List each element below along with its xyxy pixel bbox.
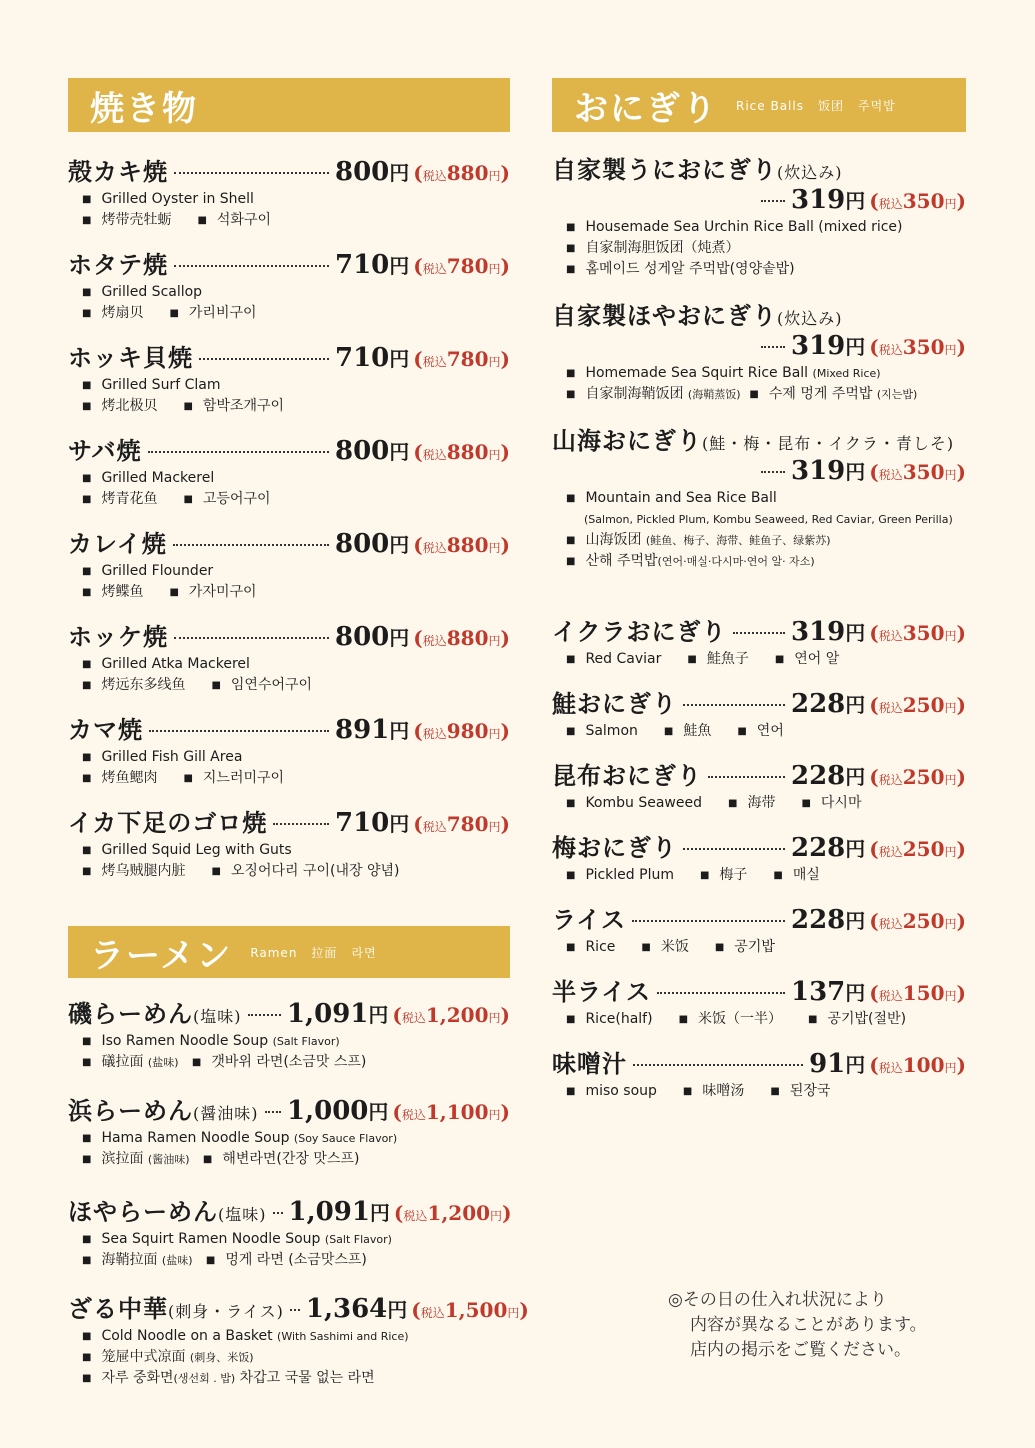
leader-dots xyxy=(273,823,329,825)
leader-dots xyxy=(174,265,329,267)
yakimono-title: 焼き物 xyxy=(90,88,198,129)
onigiri-title: おにぎり xyxy=(574,88,718,129)
menu-item: イクラおにぎり 319 円 (税込350円) ■ Red Caviar ■ 鮭魚子 ■ 연어 알 xyxy=(552,617,966,667)
tax-included-price: (税込880円) xyxy=(413,161,510,185)
menu-item: ホッケ焼 800 円 (税込880円) ■ Grilled Atka Mackerel ■ 烤远东多线鱼 ■ 임연수어구이 xyxy=(68,622,510,693)
leader-dots xyxy=(708,776,785,778)
menu-item: ざる中華(刺身・ライス) 1,364 円 (税込1,500円) ■ Cold Noodle on a Basket (With Sashimi and Rice) ■ 笼屉中式凉面 (刺身、米饭) ■ 자루 중화면 (생선회 . 밥) 차갑고 국물 없는 라면 xyxy=(68,1294,529,1386)
menu-item: 昆布おにぎり 228 円 (税込250円) ■ Kombu Seaweed ■ 海带 ■ 다시마 xyxy=(552,761,966,811)
menu-item: ライス 228 円 (税込250円) ■ Rice ■ 米饭 ■ 공기밥 xyxy=(552,905,966,955)
tax-included-price: (税込150円) xyxy=(869,981,966,1005)
tax-included-price: (税込880円) xyxy=(413,626,510,650)
leader-dots xyxy=(148,451,329,453)
tax-included-price: (税込100円) xyxy=(869,1053,966,1077)
notice: ◎その日の仕入れ状況により 内容が異なることがあります。 店内の掲示をご覧ください。 xyxy=(668,1290,927,1360)
menu-item: イカ下足のゴロ焼 710 円 (税込780円) ■ Grilled Squid Leg with Guts ■ 烤乌贼腿内脏 ■ 오징어다리 구이(내장 양념) xyxy=(68,808,510,879)
menu-item: 殻カキ焼 800 円 (税込880円) ■ Grilled Oyster in Shell ■ 烤带壳牡蛎 ■ 석화구이 xyxy=(68,157,510,228)
leader-dots xyxy=(199,358,329,360)
menu-item-hoya-onigiri: 自家製ほやおにぎり(炊込み) 319 円 (税込350円) ■ Homemade Sea Squirt Rice Ball (Mixed Rice) ■ 自家制海鞘饭团 (海鞘蒸饭) ■ 수제 멍게 주먹밥 (지는밥) xyxy=(552,301,966,402)
onigiri-subtitle: Rice Balls 饭团 주먹밥 xyxy=(736,98,896,113)
leader-dots xyxy=(633,1064,803,1066)
ramen-header xyxy=(68,926,510,978)
leader-dots xyxy=(632,920,785,922)
left-column xyxy=(68,78,529,1407)
leader-dots xyxy=(174,172,329,174)
onigiri-list xyxy=(552,612,966,1102)
menu-item: サバ焼 800 円 (税込880円) ■ Grilled Mackerel ■ 烤青花鱼 ■ 고등어구이 xyxy=(68,436,510,507)
yakimono-list xyxy=(68,152,510,882)
menu-item-sankai-onigiri: 山海おにぎり(鮭・梅・昆布・イクラ・青しそ) 319 円 (税込350円) ■ Mountain and Sea Rice Ball (Salmon, Pickled Plum, Kombu Seaweed, Red Caviar, Green Perilla) ■ 山海饭团 (鲑鱼、梅子、海带、鲑鱼子、绿紫苏) ■ 산해 주먹밥 (연어·매실·다시마·연어 알· 자소) xyxy=(552,426,966,569)
ramen-title: ラーメン xyxy=(90,935,233,976)
tax-included-price: (税込780円) xyxy=(413,812,510,836)
ramen-subtitle: Ramen 拉面 라면 xyxy=(250,945,377,960)
leader-dots xyxy=(149,730,329,732)
tax-included-price: (税込1,500円) xyxy=(411,1298,529,1322)
onigiri-header xyxy=(552,78,966,132)
menu-item: 味噌汁 91 円 (税込100円) ■ miso soup ■ 味噌汤 ■ 된장국 xyxy=(552,1049,966,1099)
ramen-list xyxy=(68,994,529,1389)
yakimono-header xyxy=(68,78,510,132)
menu-item-uni-onigiri: 自家製うにおにぎり(炊込み) 319 円 (税込350円) ■ Housemade Sea Urchin Rice Ball (mixed rice) ■ 自家制海胆饭团（炖煮） ■ 홈메이드 성게알 주먹밥(영양솥밥) xyxy=(552,155,966,277)
menu-item: ほやらーめん(塩味) 1,091 円 (税込1,200円) ■ Sea Squirt Ramen Noodle Soup (Salt Flavor) ■ 海鞘拉面 (盐味) ■ 멍게 라면 (소금맛스프) xyxy=(68,1197,512,1268)
menu-item: ホタテ焼 710 円 (税込780円) ■ Grilled Scallop ■ 烤扇贝 ■ 가리비구이 xyxy=(68,250,510,321)
tax-included-price: (税込250円) xyxy=(869,765,966,789)
tax-included-price: (税込250円) xyxy=(869,909,966,933)
menu-item: カレイ焼 800 円 (税込880円) ■ Grilled Flounder ■ 烤鲽鱼 ■ 가자미구이 xyxy=(68,529,510,600)
leader-dots xyxy=(248,1014,281,1016)
leader-dots xyxy=(733,632,785,634)
menu-item: 磯らーめん(塩味) 1,091 円 (税込1,200円) ■ Iso Ramen Noodle Soup (Salt Flavor) ■ 礒拉面 (盐味) ■ 갯바위 라면(소금맛 스프) xyxy=(68,999,510,1070)
menu-item: 浜らーめん(醤油味) 1,000 円 (税込1,100円) ■ Hama Ramen Noodle Soup (Soy Sauce Flavor) ■ 滨拉面 (酱油味) ■ 해변라면(간장 맛스프) xyxy=(68,1096,510,1167)
tax-included-price: (税込880円) xyxy=(413,533,510,557)
tax-included-price: (税込250円) xyxy=(869,693,966,717)
tax-included-price: (税込1,200円) xyxy=(392,1003,510,1027)
tax-included-price: (税込1,100円) xyxy=(392,1100,510,1124)
tax-included-price: (税込780円) xyxy=(413,254,510,278)
leader-dots xyxy=(683,704,785,706)
leader-dots xyxy=(657,992,785,994)
leader-dots xyxy=(683,848,785,850)
tax-included-price: (税込780円) xyxy=(413,347,510,371)
tax-included-price: (税込880円) xyxy=(413,440,510,464)
tax-included-price: (税込980円) xyxy=(413,719,510,743)
leader-dots xyxy=(273,1212,283,1214)
tax-included-price: (税込250円) xyxy=(869,837,966,861)
menu-item: 半ライス 137 円 (税込150円) ■ Rice(half) ■ 米饭（一半） ■ 공기밥(절반) xyxy=(552,977,966,1027)
menu-item: カマ焼 891 円 (税込980円) ■ Grilled Fish Gill Area ■ 烤鱼鳃肉 ■ 지느러미구이 xyxy=(68,715,510,786)
menu-item: 鮭おにぎり 228 円 (税込250円) ■ Salmon ■ 鮭魚 ■ 연어 xyxy=(552,689,966,739)
leader-dots xyxy=(290,1309,300,1311)
leader-dots xyxy=(265,1111,281,1113)
menu-item: ホッキ貝焼 710 円 (税込780円) ■ Grilled Surf Clam ■ 烤北极贝 ■ 함박조개구이 xyxy=(68,343,510,414)
tax-included-price: (税込350円) xyxy=(869,621,966,645)
tax-included-price: (税込1,200円) xyxy=(393,1201,512,1225)
leader-dots xyxy=(173,544,329,546)
menu-item: 梅おにぎり 228 円 (税込250円) ■ Pickled Plum ■ 梅子 ■ 매실 xyxy=(552,833,966,883)
leader-dots xyxy=(174,637,329,639)
right-column xyxy=(552,78,966,1116)
